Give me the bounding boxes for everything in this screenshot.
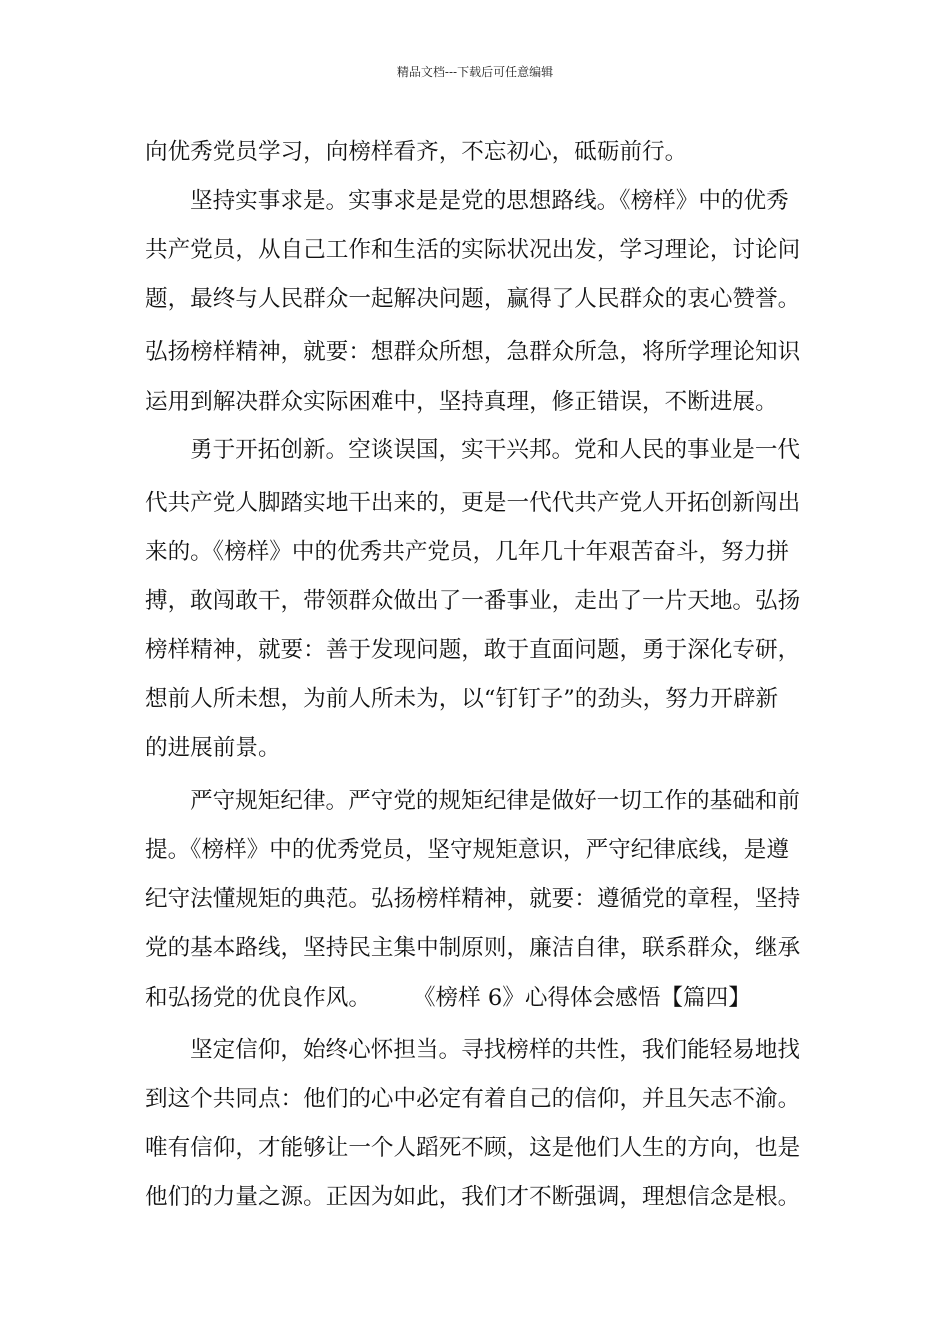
body-line: 提。《榜样》中的优秀党员，坚守规矩意识，严守纪律底线，是遵	[145, 837, 789, 863]
body-line: 党的基本路线，坚持民主集中制原则，廉洁自律，联系群众，继承	[145, 935, 801, 961]
body-line: 搏，敢闯敢干，带领群众做出了一番事业，走出了一片天地。弘扬	[145, 588, 801, 614]
body-line: 想前人所未想，为前人所未为，以“钉钉子”的劲头，努力开辟新	[145, 686, 779, 712]
paragraph-start-line: 坚定信仰，始终心怀担当。寻找榜样的共性，我们能轻易地找	[190, 1037, 801, 1063]
section-heading: 《榜样 6》心得体会感悟【篇四】	[412, 985, 751, 1011]
body-line: 弘扬榜样精神，就要：想群众所想，急群众所急，将所学理论知识	[145, 339, 801, 365]
paragraph-start-line: 勇于开拓创新。空谈误国，实干兴邦。党和人民的事业是一代	[190, 437, 801, 463]
body-line: 运用到解决群众实际困难中，坚持真理，修正错误，不断进展。	[145, 389, 778, 415]
body-line: 题，最终与人民群众一起解决问题，赢得了人民群众的衷心赞誉。	[145, 286, 801, 312]
body-line: 他们的力量之源。正因为如此，我们才不断强调，理想信念是根。	[145, 1184, 801, 1210]
body-line-with-heading	[145, 983, 751, 1013]
page-header: 精品文档---下载后可任意编辑	[396, 65, 554, 79]
paragraph-start-line: 严守规矩纪律。严守党的规矩纪律是做好一切工作的基础和前	[190, 788, 801, 814]
body-line: 的进展前景。	[145, 735, 281, 761]
body-line: 共产党员，从自己工作和生活的实际状况出发，学习理论，讨论问	[145, 237, 801, 263]
paragraph-start-line: 坚持实事求是。实事求是是党的思想路线。《榜样》中的优秀	[190, 188, 789, 214]
body-line: 代共产党人脚踏实地干出来的，更是一代代共产党人开拓创新闯出	[145, 490, 801, 516]
body-line: 唯有信仰，才能够让一个人蹈死不顾，这是他们人生的方向，也是	[145, 1135, 801, 1161]
body-line: 到这个共同点：他们的心中必定有着自己的信仰，并且矢志不渝。	[145, 1086, 801, 1112]
body-line: 纪守法懂规矩的典范。弘扬榜样精神，就要：遵循党的章程，坚持	[145, 886, 801, 912]
body-line: 榜样精神，就要：善于发现问题，敢于直面问题，勇于深化专研，	[145, 637, 801, 663]
body-line: 向优秀党员学习，向榜样看齐，不忘初心，砥砺前行。	[145, 139, 688, 165]
body-line: 来的。《榜样》中的优秀共产党员，几年几十年艰苦奋斗，努力拼	[145, 539, 789, 565]
body-text: 和弘扬党的优良作风。	[145, 985, 371, 1011]
